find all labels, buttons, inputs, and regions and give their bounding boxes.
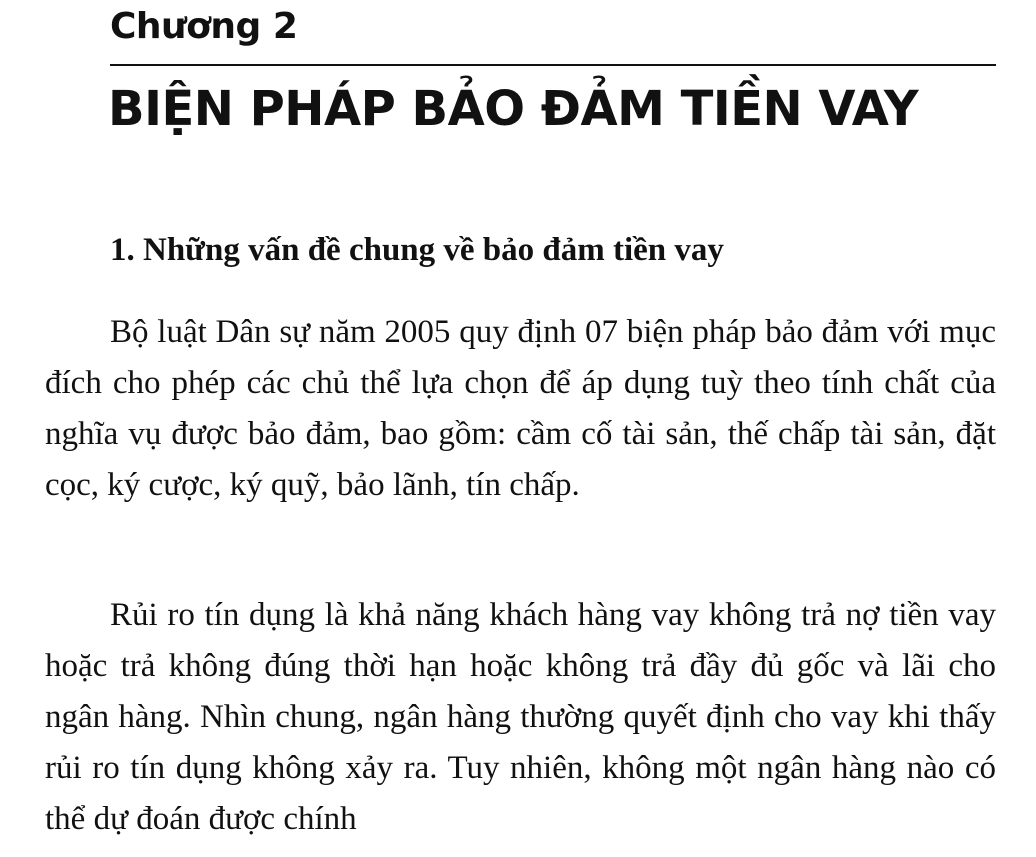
body-paragraph: Rủi ro tín dụng là khả năng khách hàng vay không trả nợ tiền vay hoặc trả không đúng thời hạn hoặc không trả đầy đủ gốc và lãi cho ngân hàng. Nhìn chung, ngân hàng thường quyết định cho vay khi thấy rủi ro tín dụng không xảy ra. Tuy nhiên, không một ngân hàng nào có thể dự đoán được chính xyxy=(45,597,996,837)
body-paragraph: Bộ luật Dân sự năm 2005 quy định 07 biện pháp bảo đảm với mục đích cho phép các chủ thể lựa chọn để áp dụng tuỳ theo tính chất của nghĩa vụ được bảo đảm, bao gồm: cầm cố tài sản, thế chấp tài sản, đặt cọc, ký cược, ký quỹ, bảo lãnh, tín chấp. xyxy=(45,314,996,503)
section-heading: 1. Những vấn đề chung về bảo đảm tiền vay xyxy=(110,232,724,268)
chapter-label: Chương 2 xyxy=(110,6,298,47)
chapter-title: BIỆN PHÁP BẢO ĐẢM TIỀN VAY xyxy=(108,81,919,137)
chapter-divider xyxy=(110,64,996,66)
